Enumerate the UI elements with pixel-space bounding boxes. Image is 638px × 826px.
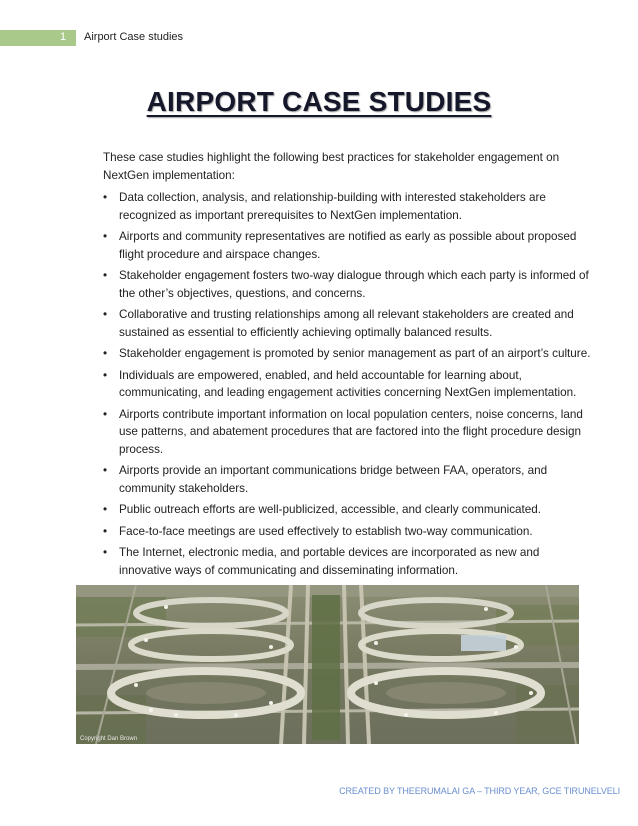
header-title: Airport Case studies bbox=[84, 31, 184, 43]
list-item bbox=[103, 228, 593, 263]
list-item-text: Data collection, analysis, and relationship-building with interested stakeholders are recognized as important prerequisites to NextGen implementation. bbox=[119, 191, 546, 222]
bullet-icon: • bbox=[103, 368, 108, 382]
list-item bbox=[103, 501, 593, 519]
list-item-text: Airports and community representatives are notified as early as possible about proposed flight procedure and airspace changes. bbox=[119, 230, 577, 261]
list-item bbox=[103, 267, 593, 302]
bullet-icon: • bbox=[103, 464, 108, 477]
bullet-icon: • bbox=[103, 524, 108, 538]
list-item-text: Individuals are empowered, enabled, and held accountable for learning about, communicating, and leading engagement activities concerning NextGen implementation. bbox=[119, 368, 577, 399]
bullet-icon: • bbox=[103, 308, 108, 321]
page-title: AIRPORT CASE STUDIES bbox=[146, 86, 492, 117]
list-item bbox=[103, 345, 593, 363]
list-item-text: Stakeholder engagement fosters two-way dialogue through which each party is informed of the other’s objectives, questions, and concerns. bbox=[119, 269, 589, 300]
list-item-text: Face-to-face meetings are used effectively to establish two-way communication. bbox=[119, 524, 533, 538]
airport-aerial-photo bbox=[76, 585, 579, 744]
photo-copyright: Copyright Dan Brown bbox=[80, 736, 138, 742]
list-item bbox=[103, 544, 593, 579]
bullet-icon: • bbox=[103, 407, 108, 421]
bullet-icon: • bbox=[103, 503, 108, 516]
airport-aerial-illustration bbox=[76, 585, 579, 744]
list-item-text: Collaborative and trusting relationships among all relevant stakeholders are created and sustained as essential to efficiently achieving optimally balanced results. bbox=[119, 308, 574, 339]
list-item bbox=[103, 367, 593, 402]
bullet-icon: • bbox=[103, 191, 108, 204]
list-item bbox=[103, 523, 593, 541]
bullet-icon: • bbox=[103, 269, 108, 282]
list-item-text: Public outreach efforts are well-publicized, accessible, and clearly communicated. bbox=[119, 503, 542, 516]
list-item-text: Airports provide an important communications bridge between FAA, operators, and community stakeholders. bbox=[119, 464, 548, 495]
best-practices-list bbox=[103, 189, 593, 579]
body-content bbox=[103, 149, 593, 583]
footer-credit: CREATED BY THEERUMALAI GA – THIRD YEAR, GCE TIRUNELVELI bbox=[339, 786, 620, 796]
list-item-text: The Internet, electronic media, and portable devices are incorporated as new and innovative ways of communicating and disseminating information. bbox=[119, 546, 540, 577]
list-item bbox=[103, 306, 593, 341]
list-item-text: Stakeholder engagement is promoted by senior management as part of an airport’s culture. bbox=[119, 347, 591, 360]
intro-paragraph: These case studies highlight the following best practices for stakeholder engagement on NextGen implementation: bbox=[103, 151, 560, 182]
bullet-icon: • bbox=[103, 230, 108, 243]
list-item-text: Airports contribute important information on local population centers, noise concerns, land use patterns, and abatement procedures that are factored into the flight procedure design process. bbox=[119, 407, 583, 456]
page-number: 1 bbox=[60, 31, 67, 43]
list-item bbox=[103, 406, 593, 459]
list-item bbox=[103, 189, 593, 224]
list-item bbox=[103, 462, 593, 497]
bullet-icon: • bbox=[103, 347, 108, 360]
bullet-icon: • bbox=[103, 546, 108, 559]
page-header bbox=[0, 30, 638, 46]
